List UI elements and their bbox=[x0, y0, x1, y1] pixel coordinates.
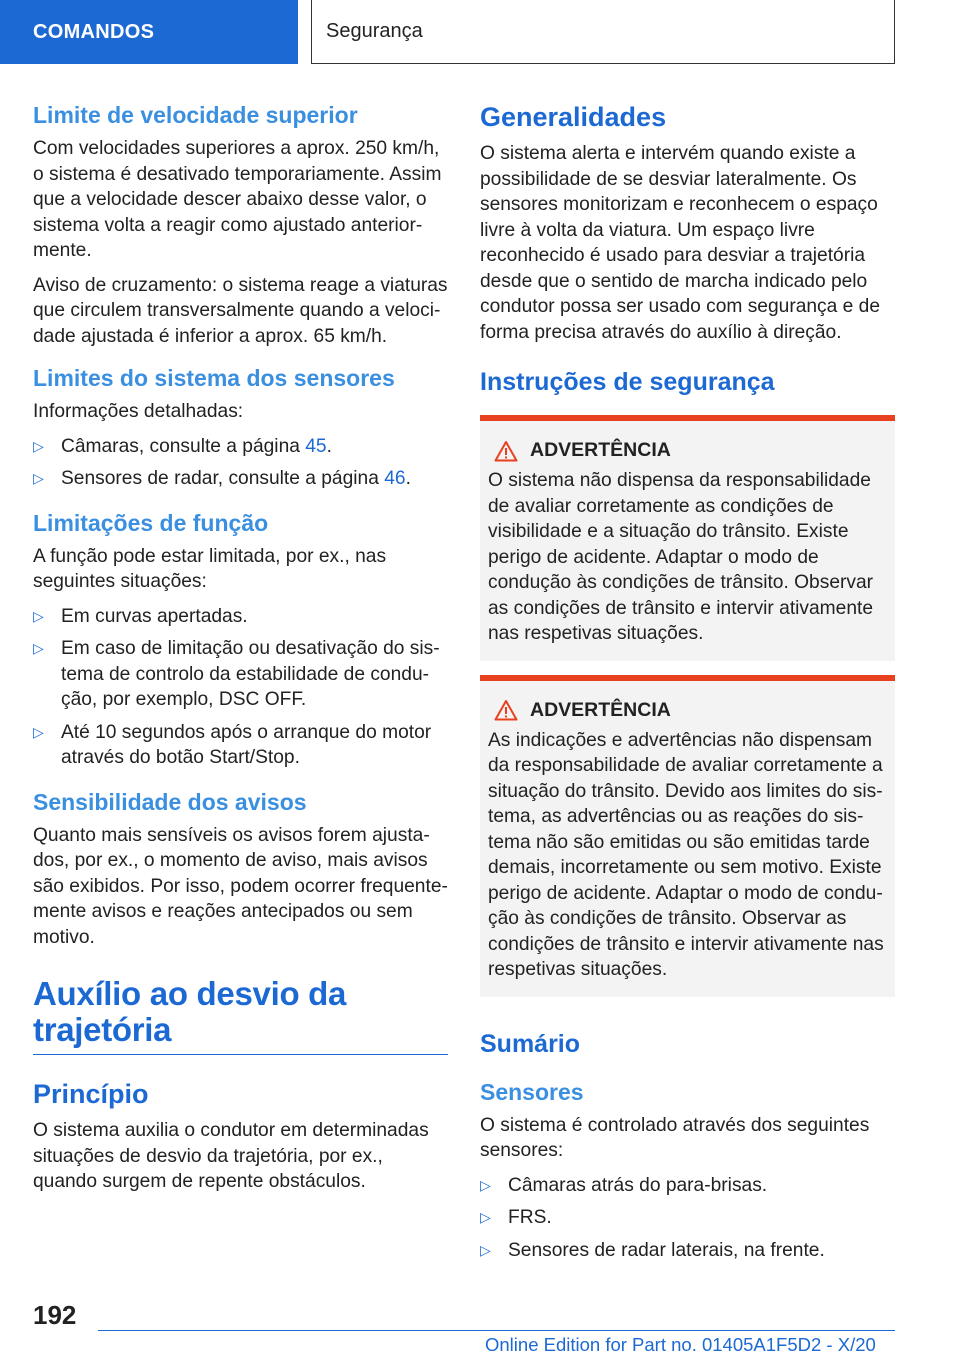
paragraph-function-limits: A função pode estar limitada, por ex., nas seguintes situações: bbox=[33, 545, 387, 592]
paragraph-principle: O sistema auxilia o condutor em determinadas situações de desvio da trajetória, por ex., quando surgem de repente obstáculos. bbox=[33, 1120, 429, 1192]
page-number: 192 bbox=[33, 1300, 77, 1330]
sensor-limits-list bbox=[33, 434, 448, 492]
sensors-list bbox=[480, 1173, 895, 1264]
paragraph-general: O sistema alerta e intervém quando existe a possibilidade de se desviar lateralmente. Os sensores monitorizam e reconhecem o espaço livre à volta da viatura. Um espaço livre reconhecido é usado para desviar a trajetória desde que o sentido de marcha indicado pelo condutor possa ser usado com segurança e de forma precisa através do auxílio à direção. bbox=[480, 143, 880, 343]
list-item: ▷ Até 10 segundos após o arranque do motor através do botão Start/Stop. bbox=[33, 721, 432, 768]
warning-box-2 bbox=[480, 675, 895, 997]
list-item: ▷ Em curvas apertadas. bbox=[33, 604, 448, 630]
footer-edition: Online Edition for Part no. 01405A1F5D2 - X/20 bbox=[485, 1334, 876, 1355]
paragraph-warning-sensitivity: Quanto mais sensíveis os avisos forem ajustados, por ex., o momento de aviso, mais avisos são exibidos. Por isso, podem ocorrer frequentemente avisos e reações antecipados ou sem motivo. bbox=[33, 824, 448, 948]
heading-sensor-limits: Limites do sistema dos sensores bbox=[33, 365, 395, 391]
left-column bbox=[33, 100, 448, 1204]
warning-text: O sistema não dispensa da responsabilidade de avaliar corretamente as condições de visibilidade e a situação do trânsito. Existe perigo de acidente. Adaptar o modo de condução às condições de trânsito. Observar as condições de trânsito e intervir ativamente nas respetivas situações. bbox=[488, 470, 874, 644]
triangle-bullet-icon: ▷ bbox=[480, 1241, 491, 1258]
heading-principle: Princípio bbox=[33, 1079, 149, 1109]
chapter-title-block bbox=[33, 976, 448, 1055]
list-item: ▷ Sensores de radar laterais, na frente. bbox=[480, 1238, 895, 1264]
warning-title: ADVERTÊNCIA bbox=[494, 439, 887, 462]
warning-triangle-icon bbox=[494, 440, 518, 462]
heading-function-limits: Limitações de função bbox=[33, 509, 269, 536]
page-link-cameras[interactable]: 45 bbox=[305, 435, 327, 457]
heading-warning-sensitivity: Sensibilidade dos avisos bbox=[33, 788, 307, 815]
triangle-bullet-icon: ▷ bbox=[33, 470, 44, 486]
paragraph-detail-info: Informações detalhadas: bbox=[33, 401, 244, 422]
paragraph-cross-traffic: Aviso de cruzamento: o sistema reage a viaturas que circulem transversalmente quando a velocidade ajustada é inferior a aprox. 65 km/h. bbox=[33, 274, 448, 347]
heading-speed-limit: Limite de velocidade superior bbox=[33, 102, 358, 128]
triangle-bullet-icon: ▷ bbox=[33, 607, 44, 624]
section-header bbox=[311, 0, 895, 64]
footer-divider bbox=[98, 1330, 895, 1331]
triangle-bullet-icon: ▷ bbox=[33, 723, 44, 740]
chapter-title: Auxílio ao desvio da trajetória bbox=[33, 975, 347, 1048]
chapter-tab[interactable] bbox=[0, 0, 298, 64]
warning-title: ADVERTÊNCIA bbox=[494, 699, 887, 722]
chapter-label: COMANDOS bbox=[33, 20, 155, 43]
warning-box-1 bbox=[480, 415, 895, 661]
page-link-radar[interactable]: 46 bbox=[384, 468, 406, 489]
list-item: ▷ Câmaras, consulte a página 45. bbox=[33, 434, 448, 460]
heading-safety-instructions: Instruções de segurança bbox=[480, 368, 775, 396]
list-item: ▷ Sensores de radar, consulte a página 46. bbox=[33, 466, 448, 492]
list-item: ▷ Câmaras atrás do para-brisas. bbox=[480, 1173, 895, 1199]
triangle-bullet-icon: ▷ bbox=[480, 1209, 491, 1225]
list-item: ▷ Em caso de limitação ou desativação do sistema de controlo da estabilidade de condução, por exemplo, DSC OFF. bbox=[33, 638, 440, 710]
paragraph-sensors: O sistema é controlado através dos seguintes sensores: bbox=[480, 1114, 870, 1161]
paragraph-speed-limit: Com velocidades superiores a aprox. 250 km/h, o sistema é desativado temporariamente. Assim que a velocidade descer abaixo desse valor, o sistema volta a reagir como ajustado anteriormente. bbox=[33, 138, 442, 261]
heading-sensors: Sensores bbox=[480, 1078, 584, 1105]
triangle-bullet-icon: ▷ bbox=[33, 640, 44, 656]
warning-text: As indicações e advertências não dispensam da responsabilidade de avaliar corretamente a situação do trânsito. Devido aos limites do sistema, as advertências ou as reações do sistema não são emitidas ou são emitidas tarde demais, incorretamente ou sem motivo. Existe perigo de acidente. Adaptar o modo de condução às condições de trânsito. Observar as condições de trânsito e intervir ativamente nas respetivas situações. bbox=[488, 729, 884, 980]
triangle-bullet-icon: ▷ bbox=[480, 1176, 491, 1193]
triangle-bullet-icon: ▷ bbox=[33, 437, 44, 454]
section-label: Segurança bbox=[326, 20, 423, 42]
list-item: ▷ FRS. bbox=[480, 1205, 895, 1231]
function-limits-list bbox=[33, 604, 448, 771]
heading-general: Generalidades bbox=[480, 102, 667, 132]
heading-summary: Sumário bbox=[480, 1029, 581, 1058]
warning-triangle-icon bbox=[494, 699, 518, 721]
right-column bbox=[480, 100, 895, 1273]
